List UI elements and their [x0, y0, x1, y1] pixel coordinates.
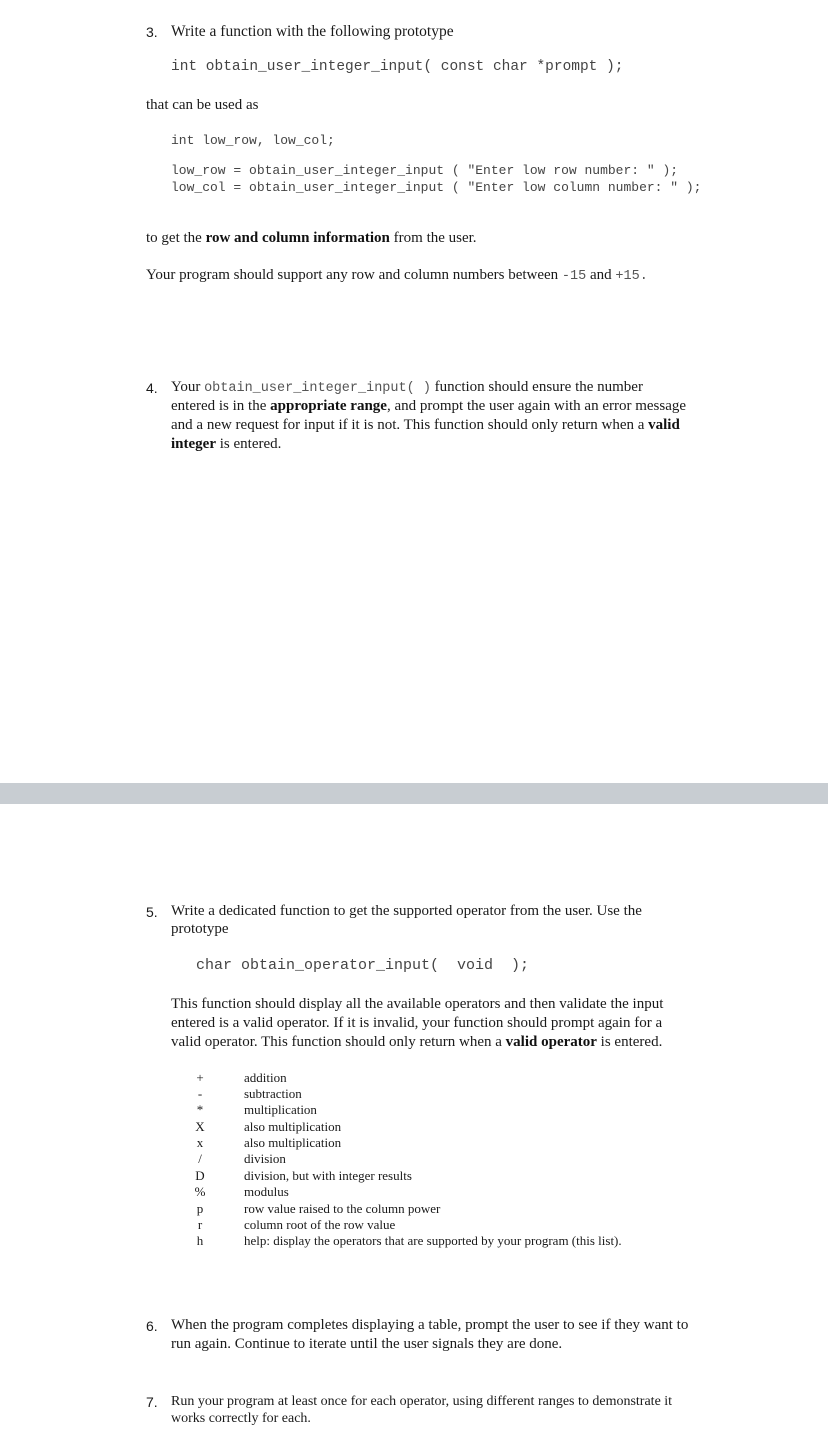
- q3-after-text: [146, 229, 477, 248]
- q3-after-a: to get the: [146, 230, 206, 246]
- operator-desc: also multiplication: [244, 1119, 342, 1134]
- q5-para3-bold: valid operator: [505, 1034, 597, 1050]
- q4-line-1: [171, 378, 643, 398]
- q5-prototype: char obtain_operator_input( void );: [196, 957, 530, 974]
- q6-number: 6.: [146, 1318, 158, 1334]
- operator-desc: division, but with integer results: [244, 1168, 412, 1183]
- q4-number: 4.: [146, 380, 158, 396]
- q4-line-4: [171, 435, 281, 454]
- operator-desc: multiplication: [244, 1102, 317, 1117]
- operator-symbol: %: [194, 1184, 206, 1199]
- operator-symbol: p: [196, 1201, 204, 1216]
- operator-symbol: /: [198, 1151, 202, 1166]
- q5-para3-b: is entered.: [596, 1034, 663, 1050]
- q4-line1-code: obtain_user_integer_input( ): [204, 381, 431, 396]
- q4-line1-b: function should ensure the number: [430, 379, 643, 395]
- q6-line-2: run again. Continue to iterate until the user signals they are done.: [171, 1336, 563, 1352]
- q5-line-2: prototype: [171, 921, 229, 937]
- q4-line2-a: entered is in the: [171, 398, 271, 414]
- q3-range-high: +15.: [615, 269, 648, 284]
- q3-code-line-1: int low_row, low_col;: [171, 133, 335, 148]
- q5-para3-a: valid operator. This function should only return when a: [171, 1034, 506, 1050]
- operator-desc: subtraction: [244, 1086, 302, 1101]
- operator-desc: addition: [244, 1070, 287, 1085]
- q3-range-low: -15: [561, 269, 587, 284]
- q3-code-line-2: low_row = obtain_user_integer_input ( "Enter low row number: " );: [171, 163, 679, 178]
- q4-line2-bold: appropriate range: [270, 398, 387, 414]
- q5-para-line-3: [171, 1033, 662, 1052]
- operator-symbol: +: [196, 1070, 204, 1085]
- q7-line-2: works correctly for each.: [171, 1411, 311, 1426]
- q7-line-1: Run your program at least once for each operator, using different ranges to demonstrate it: [171, 1394, 673, 1409]
- q3-range-a: Your program should support any row and column numbers between: [146, 267, 562, 283]
- q5-para-line-2: entered is a valid operator. If it is invalid, your function should prompt again for a: [171, 1015, 663, 1031]
- q3-number: 3.: [146, 24, 158, 40]
- q5-line-1: Write a dedicated function to get the supported operator from the user. Use the: [171, 903, 642, 919]
- q4-line3-bold: valid: [648, 417, 680, 433]
- q3-code-line-3: low_col = obtain_user_integer_input ( "Enter low column number: " );: [171, 180, 702, 195]
- operator-desc: modulus: [244, 1184, 289, 1199]
- q5-para-line-1: This function should display all the available operators and then validate the input: [171, 996, 664, 1012]
- q3-after-b: from the user.: [389, 230, 477, 246]
- page-divider: [0, 783, 828, 804]
- operator-desc: help: display the operators that are supported by your program (this list).: [244, 1233, 622, 1248]
- operator-symbol: -: [197, 1086, 203, 1101]
- operator-symbol: X: [195, 1119, 205, 1134]
- q3-prototype: int obtain_user_integer_input( const char *prompt );: [171, 59, 624, 75]
- operator-symbol: *: [196, 1102, 204, 1117]
- q3-range-and: and: [586, 267, 616, 283]
- q7-number: 7.: [146, 1394, 158, 1410]
- q3-usage-intro: that can be used as: [146, 97, 259, 113]
- q4-line4-bold: integer: [171, 436, 216, 452]
- q4-line3-a: and a new request for input if it is not. This function should only return when a: [171, 417, 649, 433]
- q5-number: 5.: [146, 904, 158, 920]
- q3-after-bold: row and column information: [205, 230, 390, 246]
- q3-range-text: [146, 266, 648, 286]
- q4-line-2: [171, 397, 686, 416]
- q4-line4-b: is entered.: [215, 436, 282, 452]
- operator-symbol: D: [195, 1168, 205, 1183]
- operator-desc: row value raised to the column power: [244, 1201, 441, 1216]
- q4-line1-a: Your: [171, 379, 205, 395]
- q4-line-3: [171, 416, 680, 435]
- operator-desc: division: [244, 1151, 286, 1166]
- operator-symbol: x: [196, 1135, 204, 1150]
- operator-desc: also multiplication: [244, 1135, 342, 1150]
- operator-symbol: h: [196, 1233, 204, 1248]
- q4-line2-b: , and prompt the user again with an error message: [386, 398, 687, 414]
- operator-symbol: r: [197, 1217, 203, 1232]
- q3-text: Write a function with the following prototype: [171, 23, 454, 40]
- q6-line-1: When the program completes displaying a table, prompt the user to see if they want to: [171, 1317, 689, 1333]
- operator-desc: column root of the row value: [244, 1217, 396, 1232]
